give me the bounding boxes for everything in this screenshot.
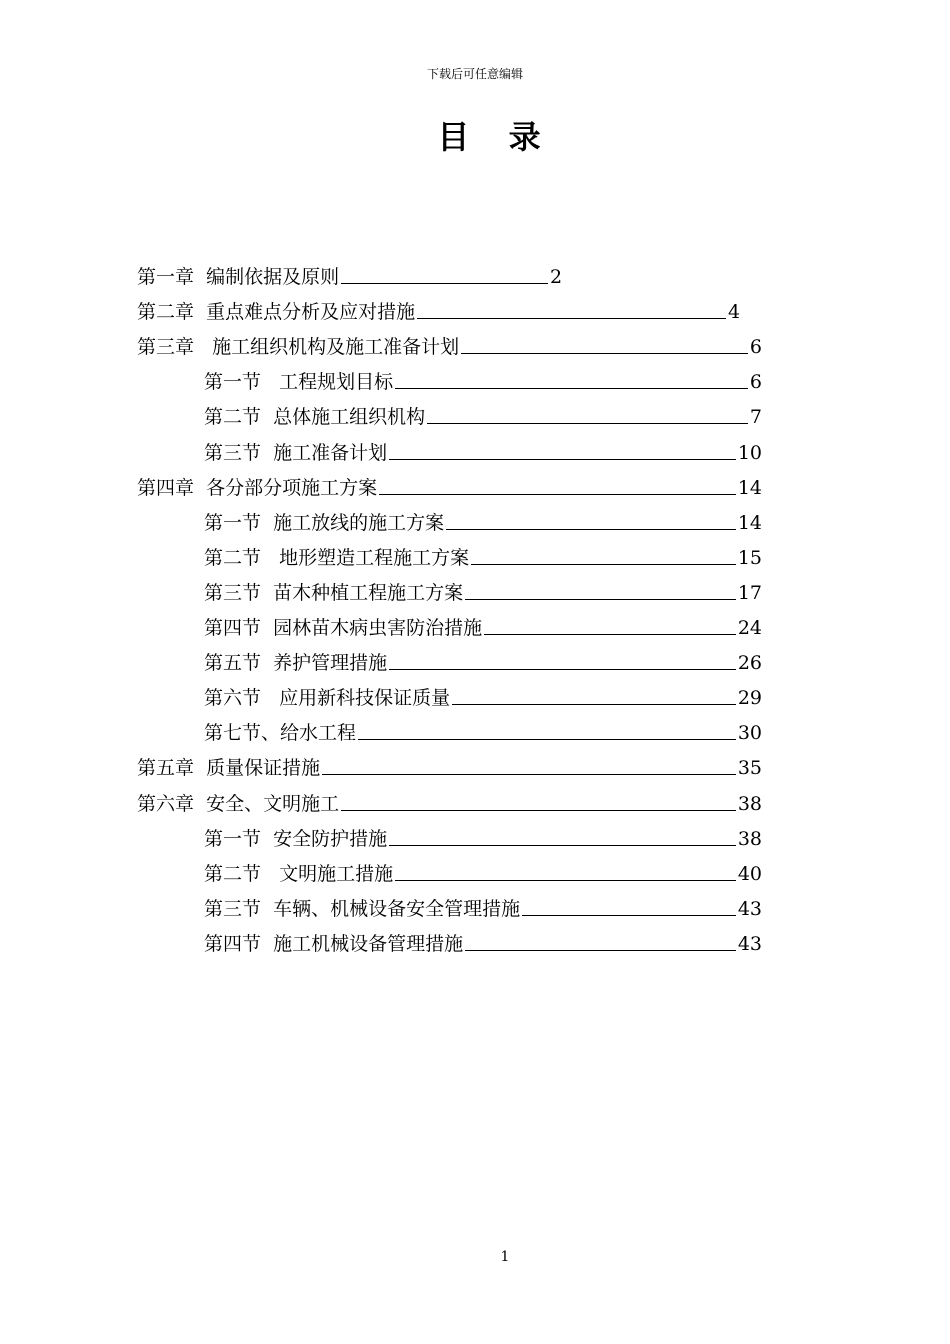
toc-entry-page: 15 xyxy=(737,546,762,569)
toc-entry-page: 30 xyxy=(737,722,762,745)
toc-leader-line xyxy=(395,880,736,881)
toc-entry-label: 第二节 地形塑造工程施工方案 xyxy=(204,546,470,569)
toc-entry[interactable] xyxy=(137,789,762,819)
toc-entry-page: 4 xyxy=(728,301,741,324)
toc-entry-label: 第三节 苗木种植工程施工方案 xyxy=(204,581,464,604)
toc-entry-page: 14 xyxy=(737,476,762,499)
toc-entry-page: 38 xyxy=(737,827,762,850)
toc-entry[interactable] xyxy=(204,508,762,538)
toc-entry[interactable] xyxy=(137,753,762,783)
toc-entry[interactable] xyxy=(204,438,762,468)
toc-leader-line xyxy=(389,845,736,846)
toc-entry-page: 40 xyxy=(737,862,762,885)
toc-entry-page: 29 xyxy=(737,687,762,710)
toc-entry-page: 38 xyxy=(737,792,762,815)
toc-entry-label: 第六章 安全、文明施工 xyxy=(137,792,340,815)
toc-entry-page: 24 xyxy=(737,617,762,639)
toc-entry-label: 第三章 施工组织机构及施工准备计划 xyxy=(137,336,460,359)
toc-leader-line xyxy=(465,599,736,600)
toc-entry-page: 6 xyxy=(749,336,762,359)
toc-leader-line xyxy=(358,739,736,740)
toc-leader-line xyxy=(427,423,748,424)
toc-entry-label: 第一节 施工放线的施工方案 xyxy=(204,511,445,534)
toc-leader-line xyxy=(452,704,736,705)
toc-entry-page: 35 xyxy=(737,757,762,780)
toc-entry-label: 第五章 质量保证措施 xyxy=(137,757,321,780)
toc-leader-line xyxy=(461,353,748,354)
toc-leader-line xyxy=(379,494,736,495)
toc-entry-label: 第四章 各分部分项施工方案 xyxy=(137,476,378,499)
toc-entry-page: 43 xyxy=(737,897,762,920)
toc-entry-label: 第七节、给水工程 xyxy=(204,722,357,745)
toc-entry[interactable] xyxy=(204,367,762,397)
toc-entry-label: 第四节 施工机械设备管理措施 xyxy=(204,932,464,955)
toc-entry-label: 第一节 安全防护措施 xyxy=(204,827,388,850)
toc-entry[interactable] xyxy=(204,824,762,854)
toc-entry-page: 17 xyxy=(737,581,762,604)
toc-entry-label: 第二章 重点难点分析及应对措施 xyxy=(137,301,416,324)
toc-entry-label: 第二节 文明施工措施 xyxy=(204,862,394,885)
toc-entry-label: 第三节 施工准备计划 xyxy=(204,441,388,464)
toc-entry-label: 第三节 车辆、机械设备安全管理措施 xyxy=(204,897,521,920)
toc-entry-label: 第二节 总体施工组织机构 xyxy=(204,406,426,429)
page-number: 1 xyxy=(500,1249,510,1265)
toc-leader-line xyxy=(341,283,548,284)
toc-entry-label: 第六节 应用新科技保证质量 xyxy=(204,687,451,710)
toc-entry[interactable] xyxy=(204,929,762,959)
toc-entry[interactable] xyxy=(204,718,762,748)
toc-entry-page: 2 xyxy=(550,266,563,288)
toc-leader-line xyxy=(522,915,736,916)
toc-entry[interactable] xyxy=(204,648,762,678)
toc-entry-label: 第一章 编制依据及原则 xyxy=(137,266,340,288)
toc-entry[interactable] xyxy=(204,543,762,573)
toc-entry[interactable] xyxy=(204,613,762,643)
toc-leader-line xyxy=(389,459,736,460)
toc-leader-line xyxy=(395,388,748,389)
toc-entry[interactable] xyxy=(204,683,762,713)
toc-leader-line xyxy=(389,669,736,670)
toc-entry[interactable] xyxy=(204,894,762,924)
toc-entry[interactable] xyxy=(137,332,762,362)
toc-leader-line xyxy=(446,529,736,530)
toc-leader-line xyxy=(417,318,726,319)
toc-entry[interactable] xyxy=(137,297,740,327)
page-header: 下载后可任意编辑 xyxy=(426,67,523,81)
toc-entry[interactable] xyxy=(204,578,762,608)
toc-entry-label: 第四节 园林苗木病虫害防治措施 xyxy=(204,617,483,639)
toc-entry[interactable] xyxy=(137,473,762,503)
toc-leader-line xyxy=(341,810,736,811)
toc-leader-line xyxy=(322,774,736,775)
toc-entry-page: 14 xyxy=(737,511,762,534)
toc-leader-line xyxy=(484,634,736,635)
toc-entry[interactable] xyxy=(137,262,562,292)
toc-entry-page: 26 xyxy=(737,652,762,675)
toc-entry-page: 43 xyxy=(737,932,762,955)
toc-entry[interactable] xyxy=(204,402,762,432)
toc-entry-label: 第五节 养护管理措施 xyxy=(204,652,388,675)
toc-entry-page: 10 xyxy=(737,441,762,464)
toc-leader-line xyxy=(465,950,736,951)
toc-entry-label: 第一节 工程规划目标 xyxy=(204,371,394,394)
toc-entry-page: 7 xyxy=(749,406,762,429)
toc-leader-line xyxy=(471,564,736,565)
toc-entry[interactable] xyxy=(204,859,762,889)
toc-entry-page: 6 xyxy=(749,371,762,394)
page-title: 目 录 xyxy=(437,118,555,156)
